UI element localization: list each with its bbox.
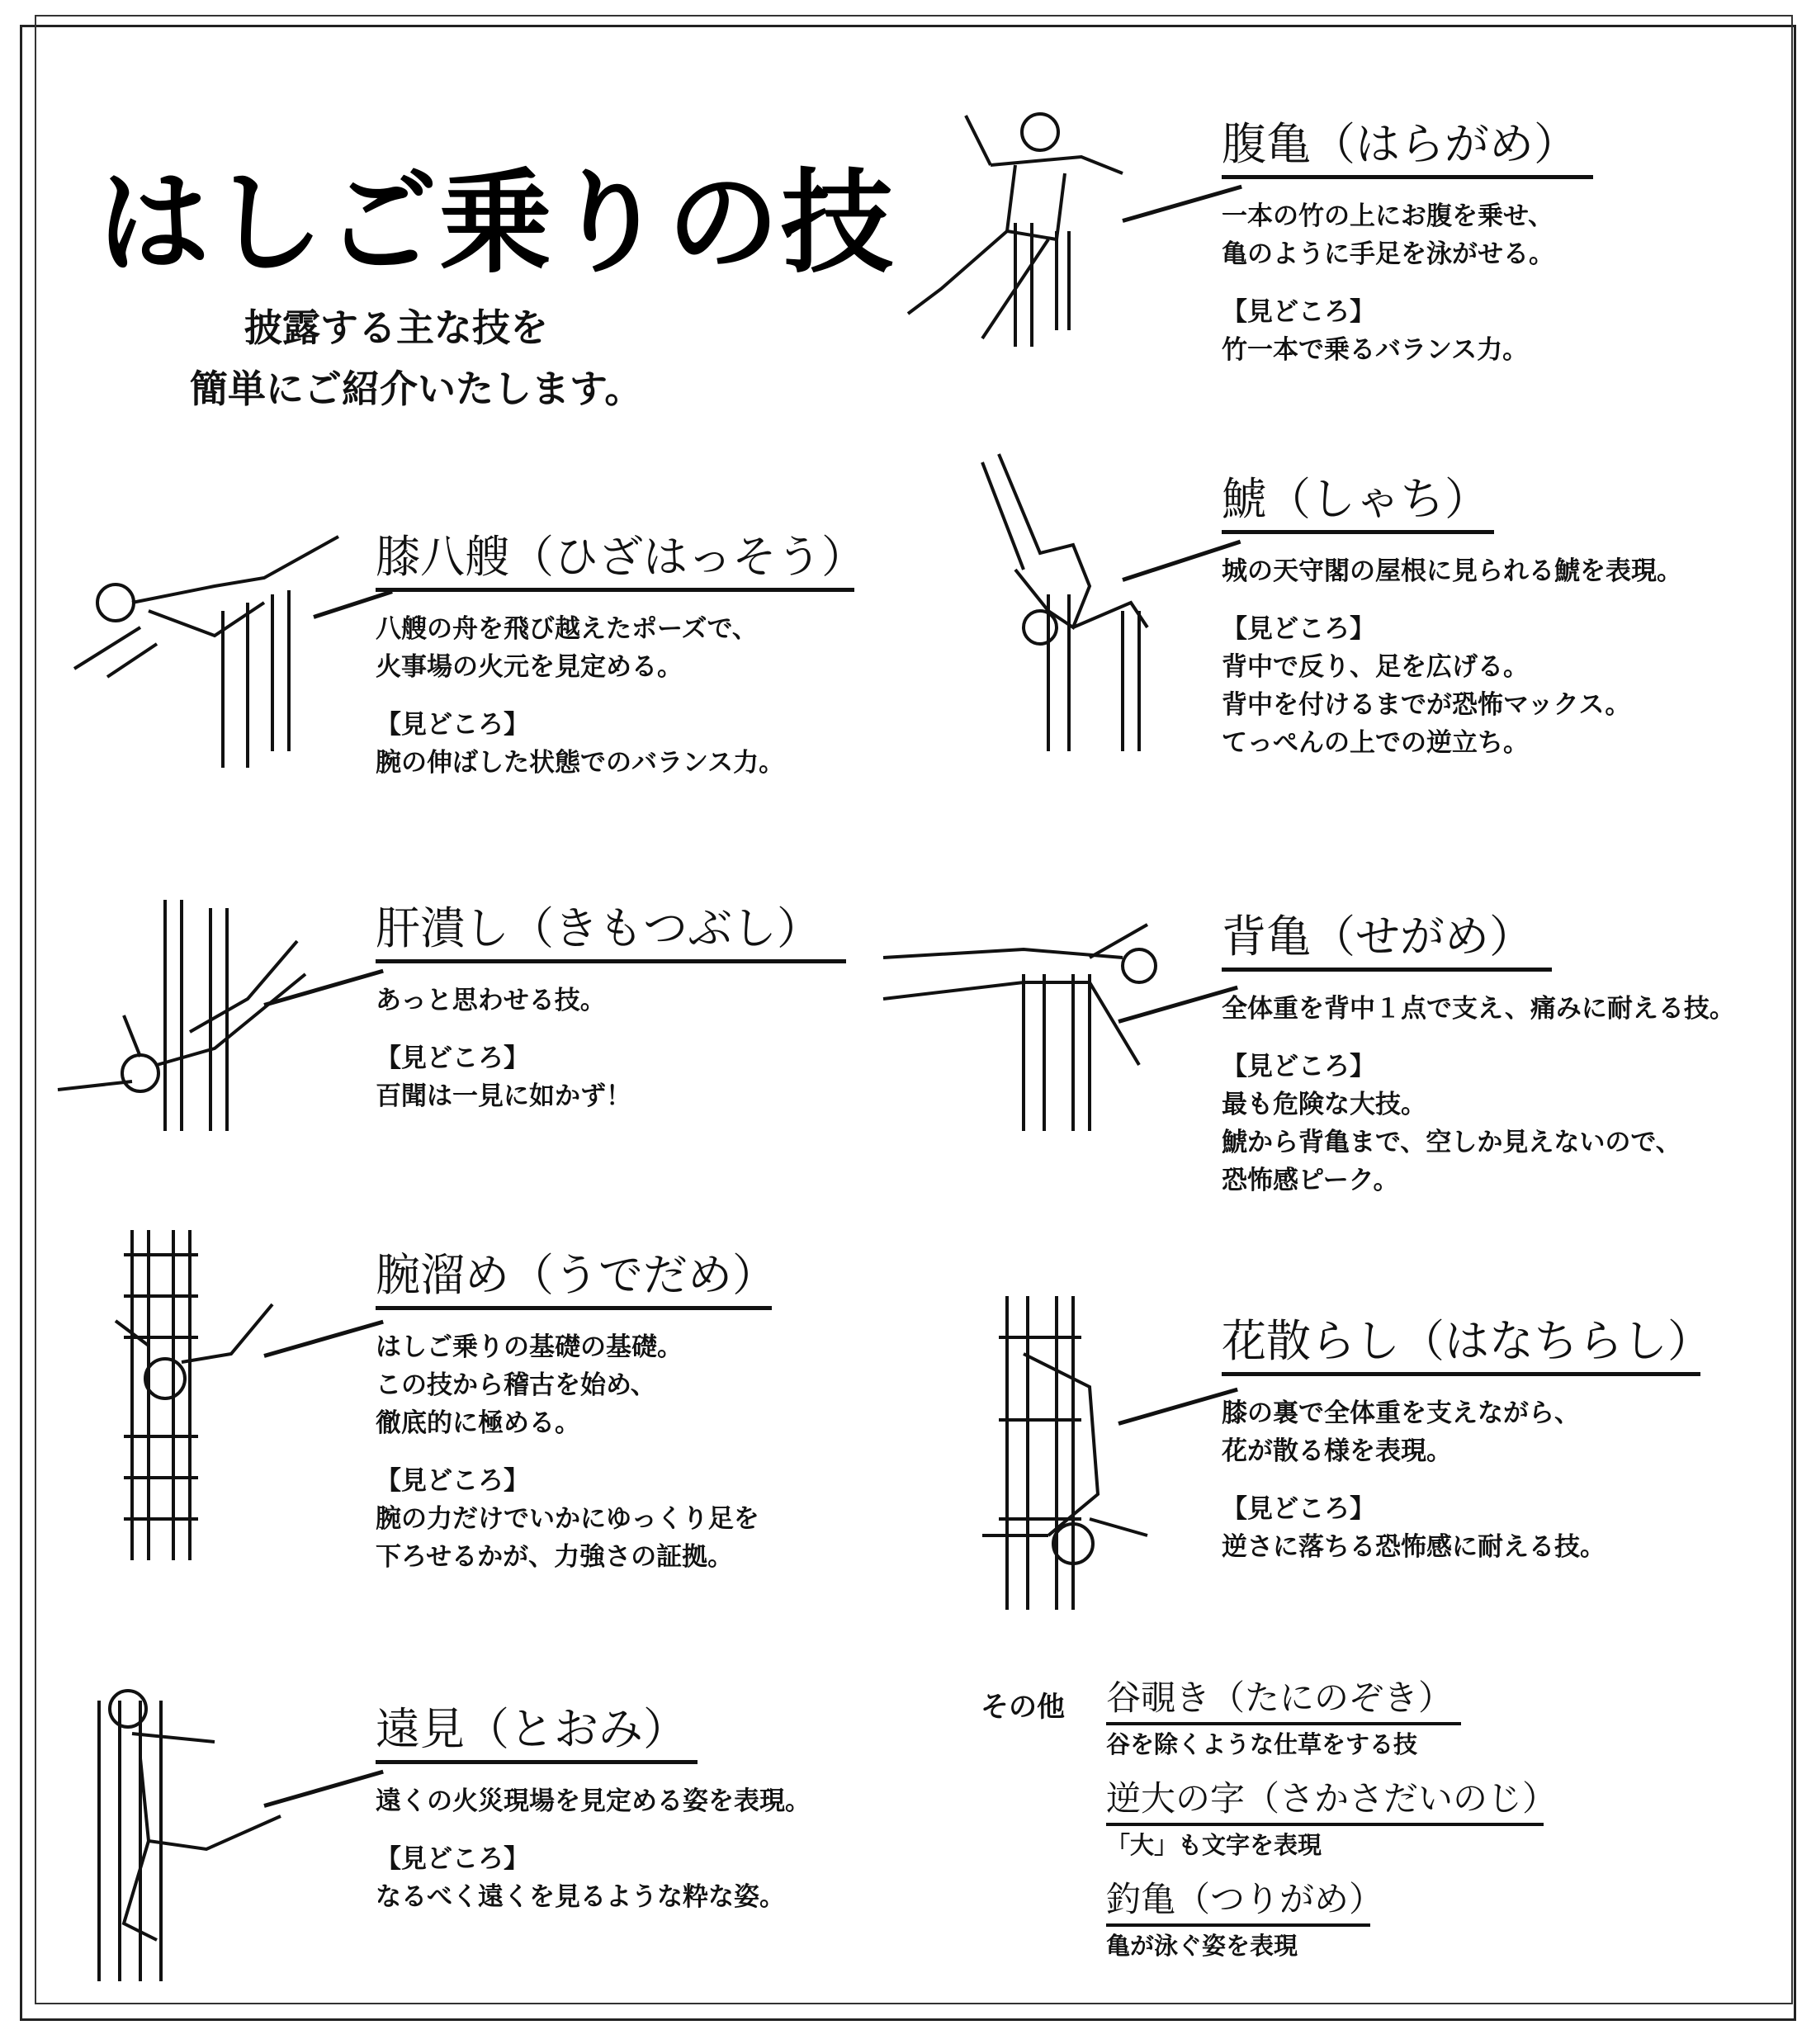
point-label: 【見どころ】 — [376, 1844, 529, 1874]
point-line: 背中で反り、足を広げる。 — [1222, 652, 1529, 682]
technique-desc — [376, 610, 854, 686]
kimotsubushi-illustration — [50, 892, 314, 1139]
point-label: 【見どころ】 — [1222, 297, 1375, 327]
technique-name: 腹亀（はらがめ） — [1222, 118, 1578, 170]
other-item-underline — [1106, 1923, 1370, 1927]
point-line: 恐怖感ピーク。 — [1222, 1166, 1399, 1195]
point-line: 最も危険な大技。 — [1222, 1090, 1426, 1119]
hizahassou-illustration — [50, 512, 363, 776]
point-label: 【見どころ】 — [1222, 1052, 1375, 1081]
other-item — [1106, 1777, 1558, 1861]
technique-desc — [1222, 552, 1682, 590]
point-label: 【見どころ】 — [1222, 614, 1375, 644]
point-line: てっぺんの上での逆立ち。 — [1222, 728, 1529, 758]
technique-hanachirashi — [1222, 1313, 1712, 1566]
subtitle — [190, 297, 643, 419]
desc-line: 一本の竹の上にお腹を乗せ、 — [1222, 201, 1554, 231]
title-underline — [1222, 968, 1552, 972]
desc-line: 亀のように手足を泳がせる。 — [1222, 239, 1554, 269]
title-underline — [376, 588, 854, 592]
title-underline — [376, 1760, 698, 1764]
point-label: 【見どころ】 — [1222, 1494, 1375, 1524]
technique-kimotsubushi — [376, 900, 846, 1115]
other-item — [1106, 1877, 1384, 1961]
toomi-illustration — [83, 1676, 297, 1990]
point-line: 百聞は一見に如かず！ — [376, 1081, 631, 1111]
technique-segame — [1222, 908, 1735, 1199]
technique-haragame — [1222, 116, 1593, 369]
technique-udedame — [376, 1247, 777, 1576]
hanachirashi-illustration — [966, 1288, 1164, 1618]
desc-line: 徹底的に極める。 — [376, 1408, 580, 1438]
point-line: 腕の力だけでいかにゆっくり足を — [376, 1504, 759, 1534]
page-title: はしご乗りの技 — [97, 157, 895, 289]
desc-line: あっと思わせる技。 — [376, 986, 606, 1015]
subtitle-line: 簡単にご紹介いたします。 — [190, 367, 643, 411]
technique-desc — [376, 1328, 772, 1442]
point-line: 逆さに落ちる恐怖感に耐える技。 — [1222, 1532, 1606, 1562]
other-item-underline — [1106, 1823, 1544, 1826]
other-item-name: 逆大の字（さかさだいのじ） — [1106, 1778, 1558, 1819]
technique-shachi — [1222, 471, 1682, 762]
desc-line: 全体重を背中１点で支え、痛みに耐える技。 — [1222, 994, 1735, 1024]
technique-desc — [376, 1782, 811, 1820]
title-underline — [1222, 530, 1494, 534]
subtitle-line: 披露する主な技を — [244, 305, 548, 350]
point-label: 【見どころ】 — [376, 710, 529, 740]
other-item-desc: 亀が泳ぐ姿を表現 — [1106, 1932, 1298, 1960]
technique-name: 遠見（とおみ） — [376, 1703, 688, 1755]
technique-toomi — [376, 1701, 811, 1916]
technique-point — [1222, 1528, 1700, 1566]
technique-name: 鯱（しゃち） — [1222, 473, 1489, 525]
point-line: 背中を付けるまでが恐怖マックス。 — [1222, 690, 1631, 720]
technique-point — [1222, 331, 1593, 369]
technique-name: 背亀（せがめ） — [1222, 911, 1534, 963]
title-underline — [1222, 175, 1593, 179]
desc-line: 城の天守閣の屋根に見られる鯱を表現。 — [1222, 556, 1682, 586]
desc-line: はしご乗りの基礎の基礎。 — [376, 1332, 683, 1362]
others-label: その他 — [981, 1691, 1065, 1724]
other-item-desc: 「大」も文字を表現 — [1106, 1831, 1322, 1859]
technique-point — [1222, 648, 1631, 762]
technique-point — [1222, 1086, 1681, 1199]
segame-illustration — [875, 908, 1172, 1139]
technique-name: 膝八艘（ひざはっそう） — [376, 531, 866, 583]
other-item-name: 谷覗き（たにのぞき） — [1106, 1677, 1454, 1718]
title-underline — [1222, 1372, 1700, 1376]
other-item-desc: 谷を除くような仕草をする技 — [1106, 1730, 1418, 1758]
udedame-illustration — [99, 1222, 289, 1568]
point-line: なるべく遠くを見るような粋な姿。 — [376, 1882, 785, 1912]
desc-line: 火事場の火元を見定める。 — [376, 652, 683, 682]
desc-line: この技から稽古を始め、 — [376, 1370, 656, 1400]
point-label: 【見どころ】 — [376, 1043, 529, 1073]
technique-desc — [1222, 990, 1735, 1028]
technique-name: 腕溜め（うでだめ） — [376, 1249, 777, 1301]
shachi-illustration — [966, 446, 1164, 759]
desc-line: 膝の裏で全体重を支えながら、 — [1222, 1398, 1580, 1428]
technique-point — [376, 1878, 785, 1916]
point-label: 【見どころ】 — [376, 1466, 529, 1496]
technique-desc — [1222, 1394, 1700, 1470]
other-item — [1106, 1676, 1461, 1760]
technique-point — [376, 1077, 846, 1115]
desc-line: 遠くの火災現場を見定める姿を表現。 — [376, 1786, 811, 1816]
point-line: 竹一本で乗るバランス力。 — [1222, 335, 1529, 365]
title-underline — [376, 1306, 772, 1310]
desc-line: 八艘の舟を飛び越えたポーズで、 — [376, 614, 758, 644]
other-item-name: 釣亀（つりがめ） — [1106, 1879, 1384, 1919]
technique-point — [376, 744, 854, 782]
title-underline — [376, 959, 846, 963]
technique-point — [376, 1500, 772, 1576]
technique-name: 花散らし（はなちらし） — [1222, 1315, 1712, 1367]
point-line: 下ろせるかが、力強さの証拠。 — [376, 1542, 734, 1572]
point-line: 鯱から背亀まで、空しか見えないので、 — [1222, 1128, 1681, 1157]
point-line: 腕の伸ばした状態でのバランス力。 — [376, 748, 785, 778]
technique-name: 肝潰し（きもつぶし） — [376, 902, 821, 954]
technique-desc — [376, 982, 846, 1020]
technique-hizahassou — [376, 528, 866, 782]
other-item-underline — [1106, 1722, 1461, 1725]
desc-line: 花が散る様を表現。 — [1222, 1436, 1452, 1466]
haragame-illustration — [891, 99, 1156, 355]
technique-desc — [1222, 197, 1593, 273]
